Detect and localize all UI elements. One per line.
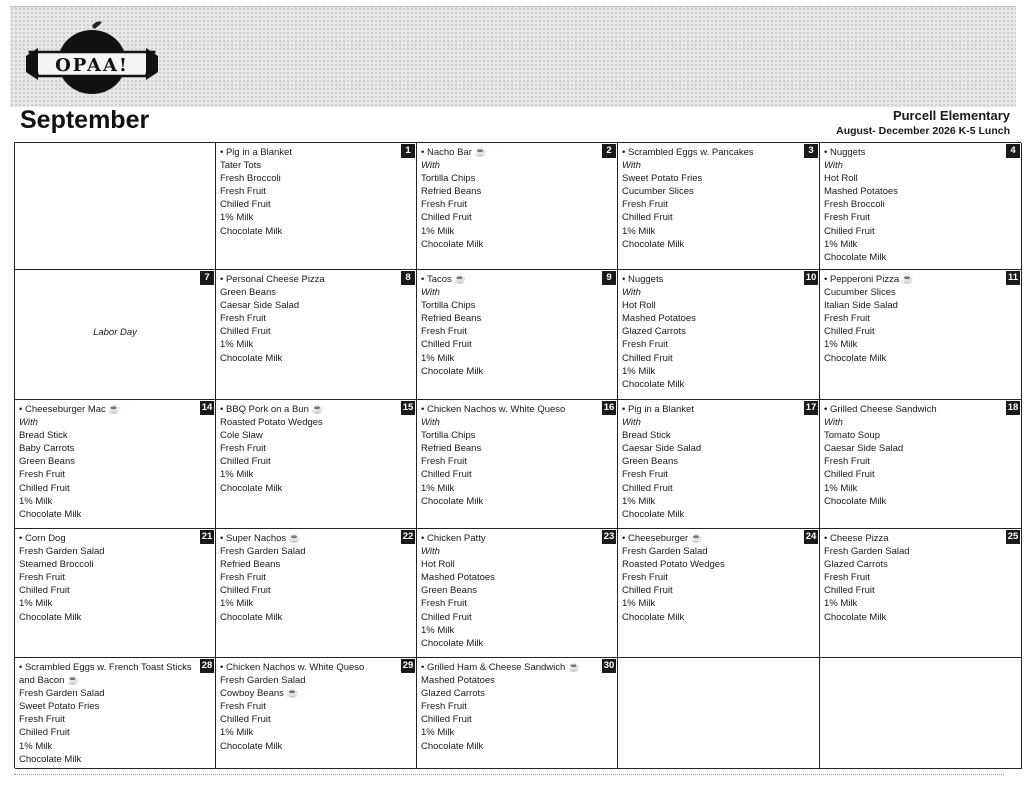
menu-item: Fresh Fruit [421,701,467,713]
day-number: 15 [402,402,414,413]
day-cell-9 [417,270,618,400]
day-number: 7 [200,271,214,285]
menu-item: Glazed Carrots [622,326,686,338]
menu-item: Chilled Fruit [19,585,70,597]
menu-item: 1% Milk [622,225,656,237]
menu-item: Fresh Broccoli [824,199,885,211]
with-label: With [622,287,641,299]
menu-item: Fresh Fruit [622,199,668,211]
menu-item: Chocolate Milk [622,238,685,250]
menu-item: Green Beans [421,585,477,597]
day-cell-4 [820,143,1022,270]
menu-item: 1% Milk [19,495,53,507]
day-number: 16 [603,402,615,413]
menu-item: 1% Milk [824,339,858,351]
day-number: 29 [402,660,414,671]
day-number: 22 [402,531,414,542]
menu-item: Chilled Fruit [824,469,875,481]
menu-item: Bread Stick [622,430,671,442]
menu-item: Chocolate Milk [421,740,484,752]
entree: • Chicken Patty [421,532,613,545]
menu-item: Chilled Fruit [824,225,875,237]
menu-item: Italian Side Salad [824,300,898,312]
day-number: 18 [1007,402,1019,413]
menu-item: Chilled Fruit [622,212,673,224]
day-number: 24 [805,531,817,542]
menu-item: Chilled Fruit [421,714,472,726]
with-label: With [19,417,38,429]
menu-item: Green Beans [220,287,276,299]
logo-text: OPAA! [55,55,129,76]
menu-item: Fresh Fruit [421,199,467,211]
menu-item: Fresh Garden Salad [824,546,910,558]
day-cell-2 [417,143,618,270]
menu-item: Caesar Side Salad [220,300,300,312]
menu-item: Fresh Fruit [19,469,65,481]
day-cell-7 [15,270,216,400]
day-number: 2 [602,144,616,158]
menu-item: 1% Milk [622,495,656,507]
day-number: 11 [1007,272,1019,283]
menu-item: 1% Milk [220,212,254,224]
menu-item: Chilled Fruit [622,352,673,364]
with-label: With [622,417,641,429]
menu-item: Cucumber Slices [824,287,896,299]
entree: • Super Nachos ☕ [220,532,412,545]
menu-item: Chocolate Milk [19,611,82,623]
menu-item: 1% Milk [421,727,455,739]
menu-item: 1% Milk [824,482,858,494]
day-number: 23 [603,531,615,542]
menu-item: Refried Beans [421,186,482,198]
menu-item: Tortilla Chips [421,173,476,185]
menu-item: Sweet Potato Fries [19,701,100,713]
menu-item: Steamed Broccoli [19,559,94,571]
menu-item: Fresh Broccoli [220,173,281,185]
with-label: With [421,417,440,429]
day-cell-8 [216,270,417,400]
calendar-grid [14,142,1021,768]
menu-item: 1% Milk [622,598,656,610]
menu-item: 1% Milk [824,598,858,610]
menu-item: Chocolate Milk [421,495,484,507]
menu-item: Fresh Fruit [421,598,467,610]
day-cell-21 [15,529,216,658]
menu-item: Roasted Potato Wedges [622,559,725,571]
menu-item: Hot Roll [622,300,656,312]
day-number: 21 [201,531,213,542]
day-number: 17 [805,402,817,413]
day-number: 10 [805,272,817,283]
menu-item: Refried Beans [421,313,482,325]
menu-item: 1% Milk [220,598,254,610]
menu-item: Fresh Fruit [421,456,467,468]
menu-item: 1% Milk [824,238,858,250]
menu-item: Fresh Fruit [220,313,266,325]
with-label: With [421,160,440,172]
entree: • Nuggets [824,146,1017,159]
day-cell-22 [216,529,417,658]
menu-item: 1% Milk [220,727,254,739]
day-cell-1 [216,143,417,270]
empty-cell [15,143,216,270]
entree: • Pig in a Blanket [622,403,815,416]
entree: • Cheeseburger Mac ☕ [19,403,211,416]
menu-item: Chocolate Milk [19,753,82,765]
menu-item: Chilled Fruit [220,456,271,468]
day-cell-15 [216,400,417,529]
entree: • Grilled Ham & Cheese Sandwich ☕ [421,661,613,674]
menu-item: 1% Milk [421,225,455,237]
menu-item: Chilled Fruit [421,339,472,351]
day-number: 4 [1006,144,1020,158]
menu-item: Mashed Potatoes [421,675,495,687]
empty-cell [820,658,1022,769]
menu-item: Tortilla Chips [421,300,476,312]
menu-item: Chocolate Milk [421,238,484,250]
menu-item: Chilled Fruit [220,585,271,597]
entree: • Personal Cheese Pizza [220,273,412,286]
menu-item: 1% Milk [421,624,455,636]
menu-item: 1% Milk [421,352,455,364]
day-cell-23 [417,529,618,658]
menu-item: Chilled Fruit [19,727,70,739]
with-label: With [421,546,440,558]
day-cell-14 [15,400,216,529]
menu-item: Chocolate Milk [622,378,685,390]
menu-item: Chocolate Milk [220,611,283,623]
menu-item: Fresh Fruit [220,701,266,713]
entree: • BBQ Pork on a Bun ☕ [220,403,412,416]
menu-item: 1% Milk [19,740,53,752]
menu-item: Fresh Fruit [622,339,668,351]
day-number: 1 [401,144,415,158]
menu-item: Chilled Fruit [421,212,472,224]
menu-item: Fresh Fruit [220,443,266,455]
menu-item: Fresh Fruit [824,572,870,584]
day-cell-17 [618,400,820,529]
menu-item: Chocolate Milk [421,637,484,649]
menu-item: Chilled Fruit [220,199,271,211]
entree: • Scrambled Eggs w. French Toast Sticks and Bacon ☕ [19,661,211,687]
holiday-label: Labor Day [93,327,137,338]
footer-fine-print [14,774,1004,779]
day-number: 28 [201,660,213,671]
menu-item: Mashed Potatoes [824,186,898,198]
menu-item: Fresh Fruit [824,313,870,325]
entree: • Scrambled Eggs w. Pancakes [622,146,815,159]
day-cell-24 [618,529,820,658]
menu-item: Fresh Garden Salad [19,546,105,558]
with-label: With [824,417,843,429]
menu-item: Chilled Fruit [622,585,673,597]
menu-item: Mashed Potatoes [622,313,696,325]
menu-item: Baby Carrots [19,443,75,455]
menu-item: 1% Milk [19,598,53,610]
menu-item: Fresh Fruit [220,572,266,584]
menu-item: Tomato Soup [824,430,880,442]
menu-item: Caesar Side Salad [824,443,904,455]
menu-item: Tater Tots [220,160,262,172]
entree: • Cheese Pizza [824,532,1017,545]
menu-item: Chocolate Milk [622,611,685,623]
menu-item: Chocolate Milk [824,611,887,623]
menu-item: 1% Milk [220,469,254,481]
with-label: With [622,160,641,172]
day-cell-10 [618,270,820,400]
day-number: 3 [804,144,818,158]
menu-item: Glazed Carrots [824,559,888,571]
menu-item: Caesar Side Salad [622,443,702,455]
menu-item: Bread Stick [19,430,68,442]
menu-item: Fresh Fruit [421,326,467,338]
menu-item: Green Beans [19,456,75,468]
day-cell-25 [820,529,1022,658]
entree: • Grilled Cheese Sandwich [824,403,1017,416]
menu-subtitle: August- December 2026 K-5 Lunch [836,125,1010,137]
day-cell-3 [618,143,820,270]
menu-item: Hot Roll [824,173,858,185]
month-title: September [20,106,150,134]
day-number: 14 [201,402,213,413]
menu-item: Chocolate Milk [220,482,283,494]
menu-item: Chilled Fruit [824,585,875,597]
empty-cell [618,658,820,769]
entree: • Nuggets [622,273,815,286]
menu-item: 1% Milk [622,365,656,377]
menu-item: 1% Milk [421,482,455,494]
entree: • Corn Dog [19,532,211,545]
menu-item: Chilled Fruit [19,482,70,494]
menu-item: Chocolate Milk [824,251,887,263]
menu-item: Fresh Fruit [824,456,870,468]
day-cell-16 [417,400,618,529]
menu-item: Fresh Fruit [824,212,870,224]
menu-item: Chilled Fruit [421,469,472,481]
menu-item: Chocolate Milk [19,508,82,520]
menu-item: Fresh Fruit [220,186,266,198]
menu-item: Glazed Carrots [421,688,485,700]
entree: • Tacos ☕ [421,273,613,286]
menu-item: Fresh Garden Salad [622,546,708,558]
school-name: Purcell Elementary [892,108,1010,123]
menu-item: Green Beans [622,456,678,468]
entree: • Pepperoni Pizza ☕ [824,273,1017,286]
menu-item: Chocolate Milk [220,225,283,237]
day-cell-30 [417,658,618,769]
menu-item: Refried Beans [421,443,482,455]
menu-item: Fresh Garden Salad [220,546,306,558]
menu-item: Roasted Potato Wedges [220,417,323,429]
menu-item: Refried Beans [220,559,281,571]
day-cell-11 [820,270,1022,400]
day-number: 8 [401,271,415,285]
menu-item: Fresh Fruit [19,714,65,726]
menu-item: Fresh Fruit [19,572,65,584]
menu-item: Fresh Fruit [622,469,668,481]
menu-item: Hot Roll [421,559,455,571]
menu-item: Chilled Fruit [421,611,472,623]
menu-item: Mashed Potatoes [421,572,495,584]
menu-item: Chilled Fruit [824,326,875,338]
day-cell-18 [820,400,1022,529]
with-label: With [824,160,843,172]
menu-item: Chilled Fruit [220,326,271,338]
menu-item: Cole Slaw [220,430,263,442]
day-cell-28 [15,658,216,769]
menu-item: Cucumber Slices [622,186,694,198]
menu-item: Fresh Garden Salad [19,688,105,700]
menu-item: Chocolate Milk [421,365,484,377]
menu-item: Sweet Potato Fries [622,173,703,185]
entree: • Cheeseburger ☕ [622,532,815,545]
menu-item: Chocolate Milk [220,352,283,364]
menu-item: Chocolate Milk [824,352,887,364]
menu-item: Chilled Fruit [622,482,673,494]
menu-item: Tortilla Chips [421,430,476,442]
menu-item: Fresh Garden Salad [220,675,306,687]
day-cell-29 [216,658,417,769]
day-number: 30 [603,660,615,671]
menu-item: Chocolate Milk [622,508,685,520]
entree: • Pig in a Blanket [220,146,412,159]
menu-item: Chocolate Milk [220,740,283,752]
with-label: With [421,287,440,299]
entree: • Nacho Bar ☕ [421,146,613,159]
menu-item: Chocolate Milk [824,495,887,507]
day-number: 9 [602,271,616,285]
menu-item: Fresh Fruit [622,572,668,584]
day-number: 25 [1007,531,1019,542]
entree: • Chicken Nachos w. White Queso [421,403,613,416]
opaa-logo [22,18,162,98]
menu-item: 1% Milk [220,339,254,351]
entree: • Chicken Nachos w. White Queso [220,661,412,674]
menu-item: Chilled Fruit [220,714,271,726]
menu-item: Cowboy Beans ☕ [220,688,299,700]
